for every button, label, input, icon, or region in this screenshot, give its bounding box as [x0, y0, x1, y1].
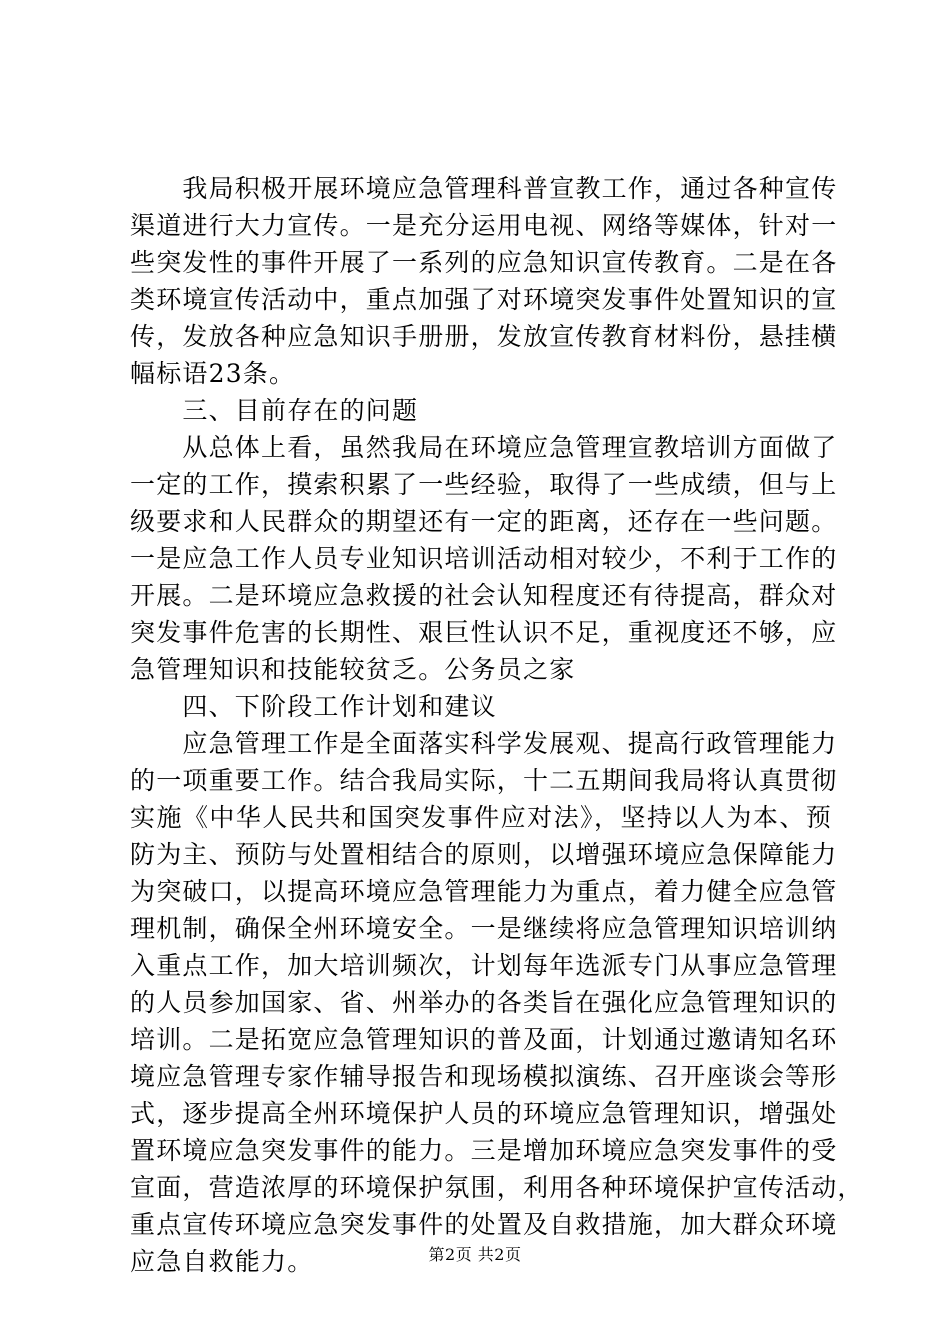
- text-line: 一是应急工作人员专业知识培训活动相对较少，不利于工作的: [130, 544, 838, 573]
- text-line: 重点宣传环境应急突发事件的处置及自救措施，加大群众环境: [130, 1210, 838, 1239]
- text-line: 突发事件危害的长期性、艰巨性认识不足，重视度还不够，应: [130, 618, 838, 647]
- text-line: 入重点工作，加大培训频次，计划每年选派专门从事应急管理: [130, 951, 838, 980]
- text-line: 类环境宣传活动中，重点加强了对环境突发事件处置知识的宣: [130, 285, 838, 314]
- text-line: 理机制，确保全州环境安全。一是继续将应急管理知识培训纳: [130, 914, 838, 943]
- text-line: 境应急管理专家作辅导报告和现场模拟演练、召开座谈会等形: [130, 1062, 838, 1091]
- page-number-label: 第2页 共2页: [428, 1245, 522, 1264]
- text-line: 一定的工作，摸索积累了一些经验，取得了一些成绩，但与上: [130, 470, 838, 499]
- text-line: 幅标语23条。: [130, 359, 296, 388]
- text-line: 实施《中华人民共和国突发事件应对法》，坚持以人为本、预: [130, 803, 832, 832]
- text-line: 式，逐步提高全州环境保护人员的环境应急管理知识，增强处: [130, 1099, 838, 1128]
- document-body: [130, 170, 864, 1280]
- text-line: 宣面，营造浓厚的环境保护氛围，利用各种环境保护宣传活动，: [130, 1173, 864, 1202]
- text-line: 应急自救能力。: [130, 1247, 314, 1276]
- section-heading: 三、目前存在的问题: [130, 396, 419, 425]
- text-line: 级要求和人民群众的期望还有一定的距离，还存在一些问题。: [130, 507, 838, 536]
- text-line: 置环境应急突发事件的能力。三是增加环境应急突发事件的受: [130, 1136, 838, 1165]
- text-line: 些突发性的事件开展了一系列的应急知识宣传教育。二是在各: [130, 248, 838, 277]
- text-line: 急管理知识和技能较贫乏。公务员之家: [130, 655, 576, 684]
- text-line: 培训。二是拓宽应急管理知识的普及面，计划通过邀请知名环: [130, 1025, 838, 1054]
- text-line: 从总体上看，虽然我局在环境应急管理宣教培训方面做了: [130, 433, 838, 462]
- section-heading: 四、下阶段工作计划和建议: [130, 692, 497, 721]
- page-footer: [0, 1245, 950, 1265]
- text-line: 我局积极开展环境应急管理科普宣教工作，通过各种宣传: [130, 174, 838, 203]
- text-line: 为突破口，以提高环境应急管理能力为重点，着力健全应急管: [130, 877, 838, 906]
- text-line: 的一项重要工作。结合我局实际，十二五期间我局将认真贯彻: [130, 766, 838, 795]
- text-line: 渠道进行大力宣传。一是充分运用电视、网络等媒体，针对一: [130, 211, 838, 240]
- text-line: 开展。二是环境应急救援的社会认知程度还有待提高，群众对: [130, 581, 838, 610]
- text-line: 防为主、预防与处置相结合的原则，以增强环境应急保障能力: [130, 840, 838, 869]
- text-line: 的人员参加国家、省、州举办的各类旨在强化应急管理知识的: [130, 988, 838, 1017]
- text-line: 应急管理工作是全面落实科学发展观、提高行政管理能力: [130, 729, 838, 758]
- text-line: 传，发放各种应急知识手册册，发放宣传教育材料份，悬挂横: [130, 322, 838, 351]
